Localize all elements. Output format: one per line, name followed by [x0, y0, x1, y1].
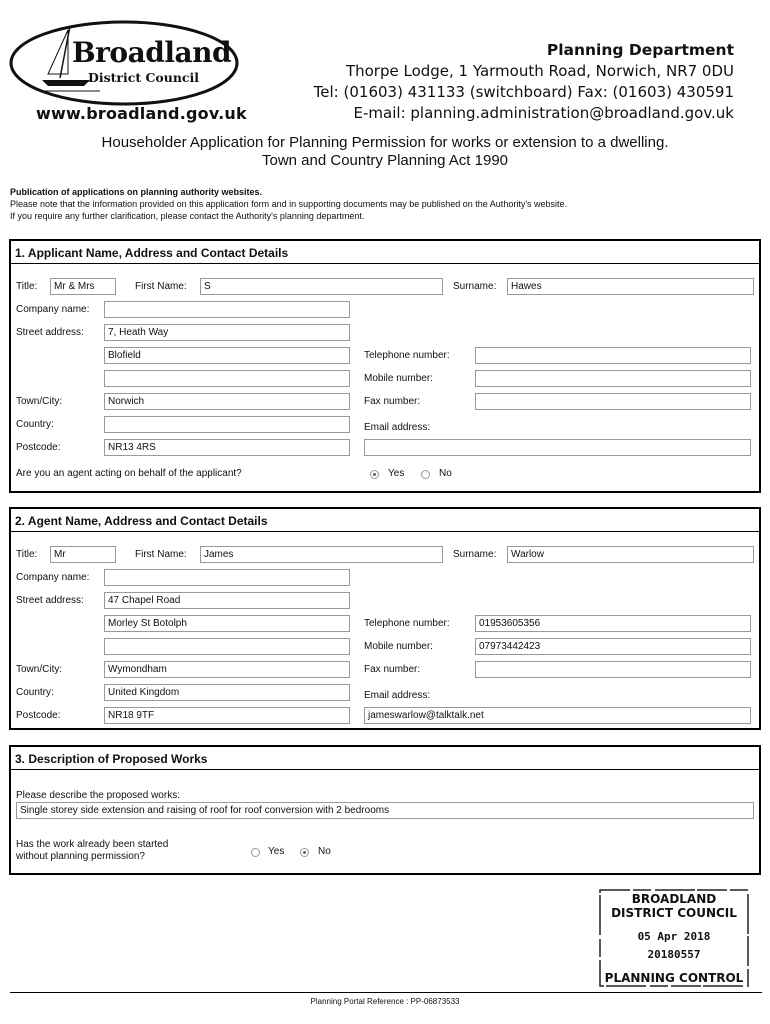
department-address: Thorpe Lodge, 1 Yarmouth Road, Norwich, NR7 0DU: [345, 62, 734, 80]
stamp-footer: PLANNING CONTROL: [604, 971, 744, 985]
telephone-label: Telephone number:: [364, 618, 450, 629]
section-divider: [11, 263, 759, 264]
mobile-label: Mobile number:: [364, 373, 433, 384]
works-section: [9, 745, 761, 875]
work-started-yes-label: Yes: [268, 846, 285, 857]
department-title: Planning Department: [546, 41, 734, 59]
agent-street3-field[interactable]: [104, 638, 350, 655]
work-started-question-line1: Has the work already been started: [16, 839, 169, 850]
agent-country-field[interactable]: United Kingdom: [104, 684, 350, 701]
stamp-line2: DISTRICT COUNCIL: [611, 906, 737, 920]
agent-street1-field[interactable]: 47 Chapel Road: [104, 592, 350, 609]
stamp-council: [598, 892, 750, 920]
applicant-email-field[interactable]: [364, 439, 751, 456]
applicant-title-field[interactable]: Mr & Mrs: [50, 278, 116, 295]
publication-notice: [10, 186, 567, 222]
agent-yes-label: Yes: [388, 468, 405, 479]
fax-label: Fax number:: [364, 396, 421, 407]
applicant-street2-field[interactable]: Blofield: [104, 347, 350, 364]
applicant-town-field[interactable]: Norwich: [104, 393, 350, 410]
publication-heading: Publication of applications on planning authority websites.: [10, 187, 263, 197]
agent-fax-field[interactable]: [475, 661, 751, 678]
publication-line1: Please note that the information provided on this application form and in supporting documents may be published on the Authority's website.: [10, 199, 568, 209]
agent-first-name-field[interactable]: James: [200, 546, 443, 563]
first-name-label: First Name:: [135, 281, 187, 292]
agent-no-radio[interactable]: [421, 470, 430, 479]
applicant-telephone-field[interactable]: [475, 347, 751, 364]
applicant-section: [9, 239, 761, 493]
agent-street2-field[interactable]: Morley St Botolph: [104, 615, 350, 632]
agent-surname-field[interactable]: Warlow: [507, 546, 754, 563]
document-title: [0, 134, 770, 170]
postcode-label: Postcode:: [16, 710, 61, 721]
street-label: Street address:: [16, 595, 84, 606]
section-divider: [11, 769, 759, 770]
document-title-line2: Town and Country Planning Act 1990: [262, 152, 508, 169]
applicant-country-field[interactable]: [104, 416, 350, 433]
stamp-reference: 20180557: [647, 948, 701, 961]
agent-title-field[interactable]: Mr: [50, 546, 116, 563]
agent-section-title: 2. Agent Name, Address and Contact Details: [15, 514, 268, 528]
email-label: Email address:: [364, 422, 431, 433]
first-name-label: First Name:: [135, 549, 187, 560]
work-started-yes-radio[interactable]: [251, 848, 260, 857]
agent-mobile-field[interactable]: 07973442423: [475, 638, 751, 655]
document-title-line1: Householder Application for Planning Permission for works or extension to a dwelling.: [101, 134, 669, 151]
town-label: Town/City:: [16, 396, 63, 407]
department-phone: Tel: (01603) 431133 (switchboard) Fax: (01603) 430591: [313, 83, 734, 101]
works-section-title: 3. Description of Proposed Works: [15, 752, 208, 766]
agent-section: [9, 507, 761, 730]
section-divider: [11, 531, 759, 532]
logo-name: Broadland: [72, 36, 232, 69]
applicant-fax-field[interactable]: [475, 393, 751, 410]
stamp-line1: BROADLAND: [631, 892, 717, 906]
works-description-field[interactable]: Single storey side extension and raising of roof for roof conversion with 2 bedrooms: [16, 802, 754, 819]
work-started-question: [16, 839, 168, 863]
department-email: E-mail: planning.administration@broadland.gov.uk: [353, 104, 734, 122]
postcode-label: Postcode:: [16, 442, 61, 453]
agent-question-label: Are you an agent acting on behalf of the applicant?: [16, 468, 242, 479]
applicant-postcode-field[interactable]: NR13 4RS: [104, 439, 350, 456]
surname-label: Surname:: [453, 549, 497, 560]
country-label: Country:: [16, 687, 54, 698]
work-started-no-label: No: [318, 846, 331, 857]
telephone-label: Telephone number:: [364, 350, 450, 361]
footer-divider: [10, 992, 762, 993]
agent-email-field[interactable]: jameswarlow@talktalk.net: [364, 707, 751, 724]
applicant-surname-field[interactable]: Hawes: [507, 278, 754, 295]
applicant-street1-field[interactable]: 7, Heath Way: [104, 324, 350, 341]
work-started-question-line2: without planning permission?: [16, 851, 145, 862]
council-logo: [8, 18, 240, 108]
website-url[interactable]: www.broadland.gov.uk: [36, 104, 247, 123]
describe-works-label: Please describe the proposed works:: [16, 790, 180, 801]
agent-company-field[interactable]: [104, 569, 350, 586]
stamp-date: 05 Apr 2018: [637, 930, 711, 943]
agent-no-label: No: [439, 468, 452, 479]
work-started-no-radio[interactable]: [300, 848, 309, 857]
agent-postcode-field[interactable]: NR18 9TF: [104, 707, 350, 724]
applicant-first-name-field[interactable]: S: [200, 278, 443, 295]
email-label: Email address:: [364, 690, 431, 701]
applicant-company-field[interactable]: [104, 301, 350, 318]
logo-subname: District Council: [88, 70, 200, 85]
department-info: [314, 40, 734, 124]
title-label: Title:: [16, 281, 38, 292]
title-label: Title:: [16, 549, 38, 560]
street-label: Street address:: [16, 327, 84, 338]
applicant-section-title: 1. Applicant Name, Address and Contact Details: [15, 246, 289, 260]
applicant-mobile-field[interactable]: [475, 370, 751, 387]
applicant-street3-field[interactable]: [104, 370, 350, 387]
agent-yes-radio[interactable]: [370, 470, 379, 479]
agent-town-field[interactable]: Wymondham: [104, 661, 350, 678]
portal-reference: Planning Portal Reference : PP-06873533: [310, 997, 460, 1006]
publication-line2: If you require any further clarification, please contact the Authority's planning department.: [10, 211, 365, 221]
fax-label: Fax number:: [364, 664, 421, 675]
company-label: Company name:: [16, 572, 90, 583]
agent-telephone-field[interactable]: 01953605356: [475, 615, 751, 632]
received-stamp: [598, 888, 750, 988]
country-label: Country:: [16, 419, 54, 430]
surname-label: Surname:: [453, 281, 497, 292]
town-label: Town/City:: [16, 664, 63, 675]
company-label: Company name:: [16, 304, 90, 315]
mobile-label: Mobile number:: [364, 641, 433, 652]
